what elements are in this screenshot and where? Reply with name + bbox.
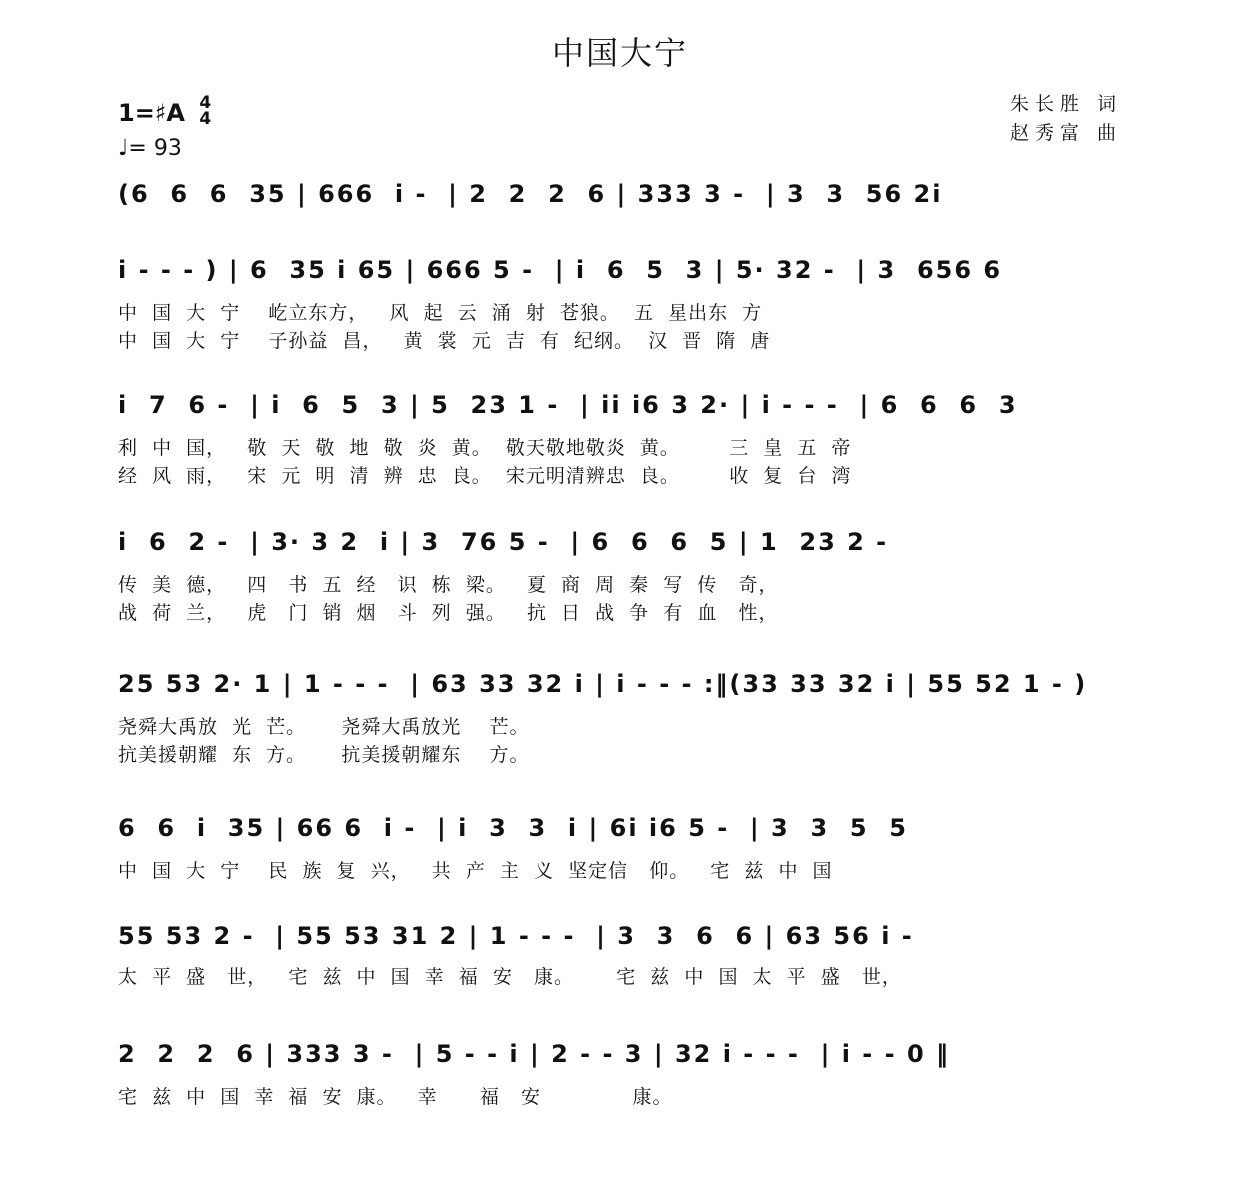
- page-title: 中国大宁: [551, 34, 688, 72]
- lyric-verse-2: 战 荷 兰， 虎 门 销 烟 斗 列 强。 抗 日 战 争 有 血 性，: [118, 602, 779, 624]
- notes-line: i 7 6 - | i 6 5 3 | 5 23 1 - | ii i6 3 2· | i - - - | 6 6 6 3: [118, 391, 1018, 419]
- notes-line: i 6 2 - | 3· 3 2 i | 3 76 5 - | 6 6 6 5 | 1 23 2 -: [118, 528, 889, 556]
- system-2: [0, 256, 1240, 406]
- notes-line: 6 6 i 35 | 66 6 i - | i 3 3 i | 6i i6 5 - | 3 3 5 5: [118, 814, 908, 842]
- notes-line: i - - - ) | 6 35 i 65 | 666 5 - | i 6 5 3 | 5· 32 - | 3 656 6: [118, 256, 1003, 284]
- lyric-verse-1: 利 中 国， 敬 天 敬 地 敬 炎 黄。 敬天敬地敬炎 黄。 三 皇 五 帝: [118, 437, 852, 459]
- lyric-verse-2: 中 国 大 宁 子孙益 昌， 黄 裳 元 吉 有 纪纲。 汉 晋 隋 唐: [118, 330, 771, 352]
- credits: [1010, 90, 1122, 148]
- lyric-verse-2: 抗美援朝耀 东 方。 抗美援朝耀东 方。: [118, 744, 530, 766]
- composer-credit: 赵秀富 曲: [1009, 122, 1122, 144]
- quarter-note-icon: ♩: [118, 136, 129, 161]
- lyricist-credit: 朱长胜 词: [1009, 93, 1122, 115]
- notes-line: 2 2 2 6 | 333 3 - | 5 - - i | 2 - - 3 | 32 i - - - | i - - 0 ‖: [118, 1040, 950, 1068]
- lyric-verse-1: 太 平 盛 世， 宅 兹 中 国 幸 福 安 康。 宅 兹 中 国 太 平 盛 世，: [118, 966, 902, 988]
- lyric-verse-1: 尧舜大禹放 光 芒。 尧舜大禹放光 芒。: [118, 716, 530, 738]
- lyric-verse-1: 传 美 德， 四 书 五 经 识 栋 梁。 夏 商 周 秦 写 传 奇，: [118, 574, 779, 596]
- notes-line: 55 53 2 - | 55 53 31 2 | 1 - - - | 3 3 6 6 | 63 56 i -: [118, 922, 914, 950]
- time-top: 4: [199, 93, 212, 113]
- tempo-value: = 93: [128, 136, 182, 161]
- system-4: [0, 528, 1240, 678]
- notes-line: 25 53 2· 1 | 1 - - - | 63 33 32 i | i - - - :‖(33 33 32 i | 55 52 1 - ): [118, 670, 1088, 698]
- system-8: [0, 1040, 1240, 1190]
- time-bottom: 4: [199, 109, 212, 129]
- notes-line: (6 6 6 35 | 666 i - | 2 2 2 6 | 333 3 - | 3 3 56 2i: [118, 180, 943, 208]
- system-5: [0, 670, 1240, 820]
- lyric-verse-1: 中 国 大 宁 屹立东方， 风 起 云 涌 射 苍狼。 五 星出东 方: [118, 302, 763, 324]
- system-3: [0, 391, 1240, 541]
- tempo-marking: [118, 136, 182, 161]
- lyric-verse-2: 经 风 雨， 宋 元 明 清 辨 忠 良。 宋元明清辨忠 良。 收 复 台 湾: [118, 465, 852, 487]
- lyric-verse-1: 中 国 大 宁 民 族 复 兴， 共 产 主 义 坚定信 仰。 宅 兹 中 国: [118, 860, 833, 882]
- key-label: 1=♯A: [118, 99, 185, 127]
- time-signature: [199, 95, 211, 127]
- key-signature: [118, 93, 212, 130]
- lyric-verse-1: 宅 兹 中 国 幸 福 安 康。 幸 福 安 康。: [118, 1086, 673, 1108]
